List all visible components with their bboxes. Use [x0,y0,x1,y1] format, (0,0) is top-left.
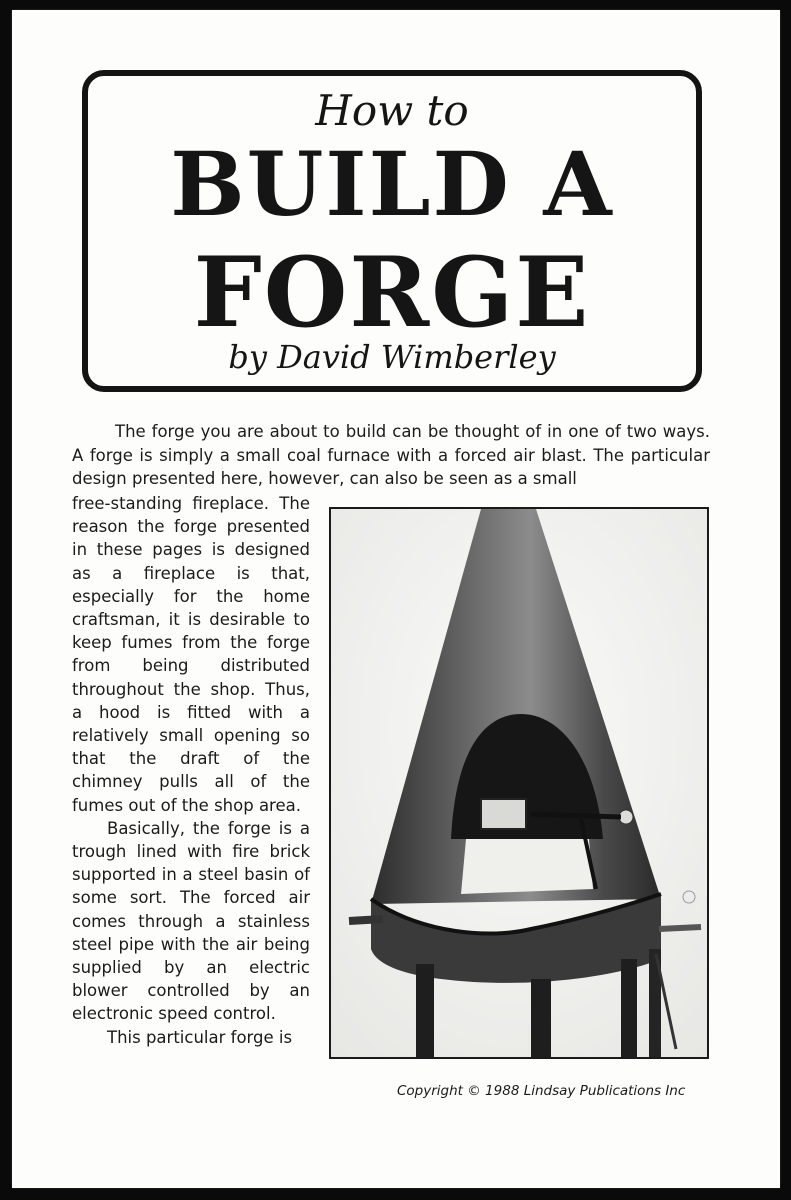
paragraph-basically: Basically, the forge is a trough lined with fire brick supported in a steel basin of some sort. The forced air comes through a stainless steel pipe with the air being supplied by an electric blower controlled by an electronic speed control. [72,818,310,1024]
title-frame [82,70,702,392]
paragraph-continued: This particular forge is [107,1027,293,1047]
forge-photo [329,507,709,1059]
copyright-notice: Copyright © 1988 Lindsay Publications Inc [397,1083,686,1099]
forge-illustration [331,509,707,1057]
left-text-column [72,492,310,1049]
title-how-to: How to [315,86,469,135]
title-build-a: BUILD A [170,132,614,236]
title-forge: FORGE [193,236,591,349]
intro-paragraph: The forge you are about to build can be thought of in one of two ways. A forge is simply a small coal furnace with a forced air blast. The particular design presented here, however, can also be seen as a small [72,422,710,488]
paragraph-fireplace: free-standing fireplace. The reason the forge presented in these pages is designed as a fireplace is that, especially for the home craftsman, it is desirable to keep fumes from the forge from being distributed throughout the shop. Thus, a hood is fitted with a relatively small opening so that the draft of the chimney pulls all of the fumes out of the shop area. [72,494,310,815]
author-byline: by David Wimberley [228,338,556,376]
page [12,10,780,1188]
